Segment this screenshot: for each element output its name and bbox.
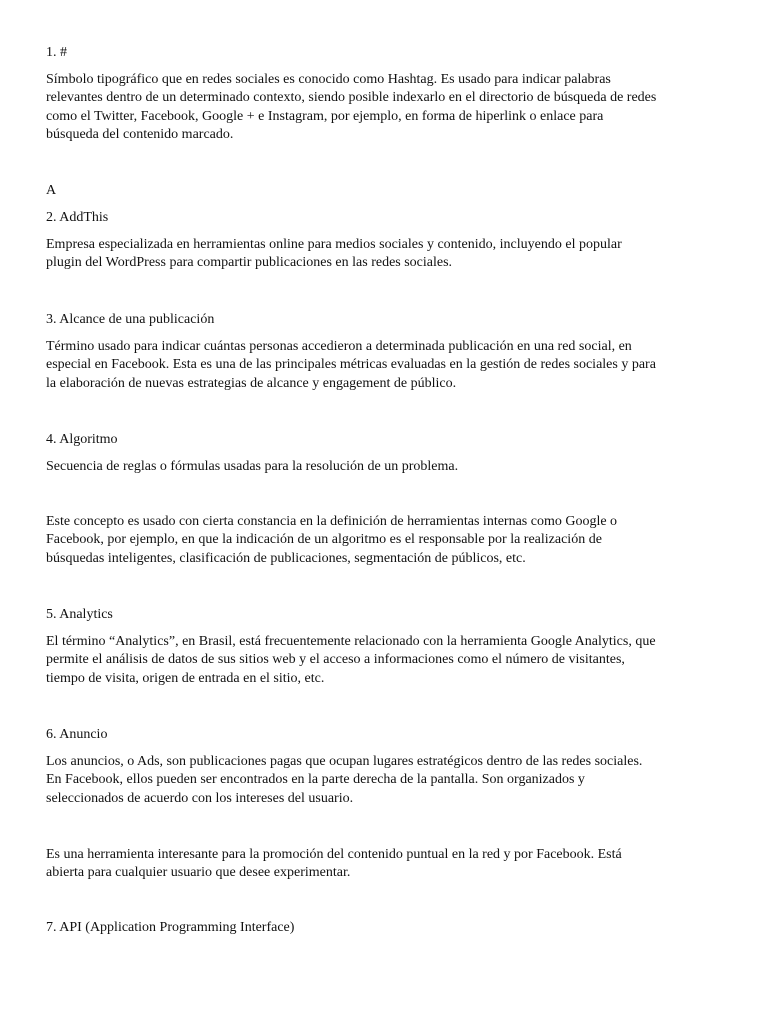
- text-line: Secuencia de reglas o fórmulas usadas para la resolución de un problema.: [46, 459, 459, 474]
- text-line: relevantes dentro de un determinado contexto, siendo posible indexarlo en el directorio de búsqueda de redes: [46, 90, 657, 106]
- text-line: Facebook, por ejemplo, en que la indicación de un algoritmo es el responsable por la realización de: [46, 532, 602, 548]
- text-line: búsquedas inteligentes, clasificación de publicaciones, segmentación de públicos, etc.: [46, 550, 526, 566]
- text-line: seleccionados de acuerdo con los intereses del usuario.: [46, 790, 354, 806]
- entry-extra-algoritmo: [46, 513, 736, 568]
- entry-definition-algoritmo: [46, 458, 736, 476]
- entry-definition-anuncio: [46, 753, 736, 808]
- text-line: permite el análisis de datos de sus sitios web y el acceso a informaciones como el número de visitantes,: [46, 652, 625, 668]
- text-line: especial en Facebook. Esta es una de las principales métricas evaluadas en la gestión de redes sociales y para: [46, 357, 656, 373]
- entry-definition-alcance: [46, 338, 736, 393]
- text-line: En Facebook, ellos pueden ser encontrados en la parte derecha de la pantalla. Son organizados y: [46, 772, 585, 788]
- entry-heading-addthis: 2. AddThis: [46, 210, 109, 225]
- text-line: Los anuncios, o Ads, son publicaciones pagas que ocupan lugares estratégicos dentro de las redes sociales.: [46, 754, 643, 769]
- text-line: como el Twitter, Facebook, Google + e Instagram, por ejemplo, en forma de hiperlink o enlace para: [46, 108, 604, 124]
- text-line: Término usado para indicar cuántas personas accedieron a determinada publicación en una red social, en: [46, 339, 632, 354]
- entry-heading-analytics: 5. Analytics: [46, 607, 113, 622]
- text-line: tiempo de visita, origen de entrada en el sitio, etc.: [46, 670, 325, 686]
- text-line: plugin del WordPress para compartir publicaciones en las redes sociales.: [46, 255, 453, 271]
- entry-heading-alcance: 3. Alcance de una publicación: [46, 312, 215, 327]
- text-line: Este concepto es usado con cierta constancia en la definición de herramientas internas como Google o: [46, 514, 618, 529]
- text-line: abierta para cualquier usuario que desee experimentar.: [46, 865, 351, 881]
- text-line: Empresa especializada en herramientas online para medios sociales y contenido, incluyendo el popular: [46, 237, 622, 252]
- text-line: la elaboración de nuevas estrategias de alcance y engagement de público.: [46, 375, 457, 391]
- entry-extra-anuncio: [46, 846, 736, 883]
- section-letter: A: [46, 183, 57, 198]
- text-line: Símbolo tipográfico que en redes sociales es conocido como Hashtag. Es usado para indicar palabras: [46, 72, 611, 87]
- text-line: Es una herramienta interesante para la promoción del contenido puntual en la red y por Facebook. Está: [46, 847, 622, 862]
- entry-heading-api: 7. API (Application Programming Interface): [46, 920, 295, 935]
- entry-heading-anuncio: 6. Anuncio: [46, 727, 108, 742]
- text-line: El término “Analytics”, en Brasil, está frecuentemente relacionado con la herramienta Google Analytics, que: [46, 634, 656, 649]
- entry-heading-hashtag: 1. #: [46, 45, 67, 60]
- entry-definition-addthis: [46, 236, 736, 273]
- text-line: búsqueda del contenido marcado.: [46, 127, 234, 143]
- entry-heading-algoritmo: 4. Algoritmo: [46, 432, 118, 447]
- entry-definition-analytics: [46, 633, 736, 688]
- entry-definition-hashtag: [46, 71, 736, 145]
